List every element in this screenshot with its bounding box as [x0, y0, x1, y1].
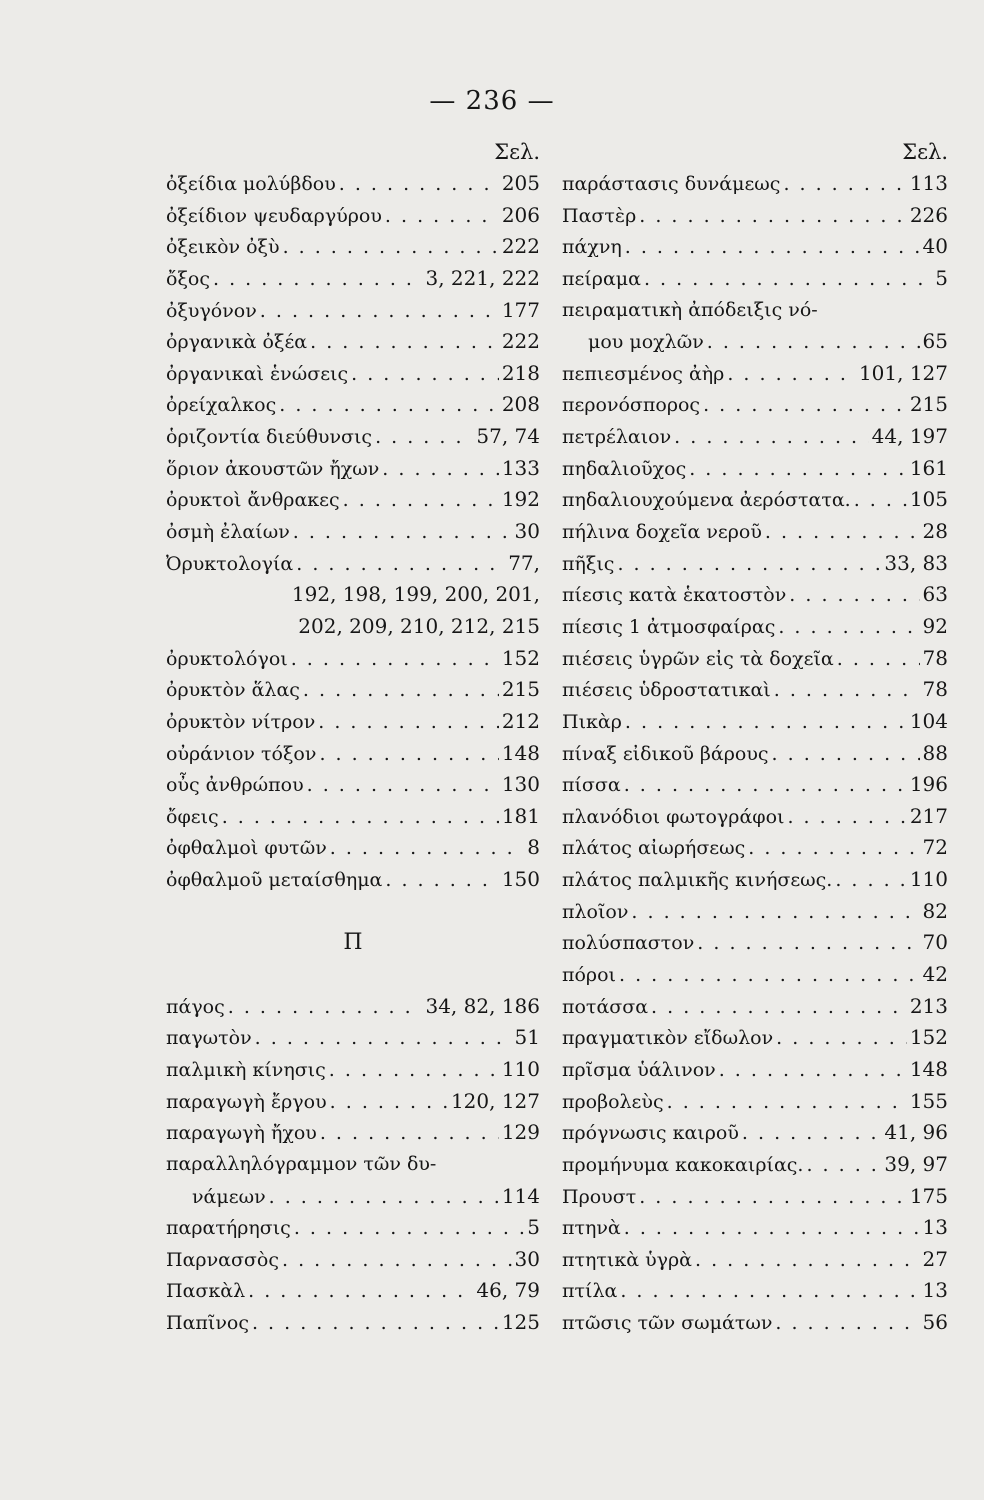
leader-dots: [742, 1118, 881, 1150]
entry-pages: 152: [909, 1025, 948, 1050]
index-entry: [166, 548, 540, 580]
index-entry: [562, 1212, 948, 1244]
entry-pages: 72: [922, 835, 948, 860]
index-entry: [166, 516, 540, 548]
entry-pages: 161: [909, 455, 948, 480]
leader-dots: [303, 675, 499, 707]
entry-pages: 114: [501, 1183, 540, 1208]
entry-term: ποτάσσα: [562, 995, 649, 1018]
index-entry: [166, 168, 540, 200]
index-entry: [562, 959, 948, 991]
leader-dots: [310, 327, 499, 359]
leader-dots: [339, 169, 499, 201]
index-entry: [562, 1117, 948, 1149]
leader-dots: [835, 865, 906, 897]
leader-dots: [667, 1087, 907, 1119]
entry-pages: 44, 197: [871, 424, 948, 449]
index-entry: [562, 769, 948, 801]
entry-term: πιέσεις ὑγρῶν εἰς τὰ δοχεῖα: [562, 647, 834, 670]
entry-term: πίναξ εἰδικοῦ βάρους: [562, 742, 769, 765]
leader-dots: [619, 960, 920, 992]
leader-dots: [783, 169, 906, 201]
index-entry: [562, 231, 948, 263]
index-entry: [562, 611, 948, 643]
entry-term: ὀργανικὰ ὀξέα: [166, 331, 308, 354]
entry-term: Παπῖνος: [166, 1312, 249, 1335]
index-entry: [562, 326, 948, 358]
index-entry: [562, 1244, 948, 1276]
entry-term: πείραμα: [562, 267, 641, 290]
index-entry: [562, 864, 948, 896]
leader-dots: [625, 232, 920, 264]
entry-term: πήλινα δοχεῖα νεροῦ: [562, 521, 762, 544]
leader-dots: [283, 232, 499, 264]
entry-pages: 175: [909, 1183, 948, 1208]
entry-pages: 39, 97: [884, 1151, 948, 1176]
leader-dots: [260, 296, 499, 328]
entry-pages: 57, 74: [476, 424, 540, 449]
entry-pages: 30: [514, 1246, 540, 1271]
leader-dots: [624, 770, 907, 802]
leader-dots: [330, 833, 525, 865]
entry-pages: 105: [909, 487, 948, 512]
entry-pages: 46, 79: [476, 1278, 540, 1303]
entry-pages: 192: [501, 487, 540, 512]
entry-pages: 129: [501, 1120, 540, 1145]
index-entry: [562, 1086, 948, 1118]
entry-pages: 208: [501, 392, 540, 417]
leader-dots: [703, 390, 907, 422]
index-entry: [166, 421, 540, 453]
entry-term: παράστασις δυνάμεως: [562, 173, 781, 195]
entry-term: μου μοχλῶν: [588, 331, 704, 354]
entry-pages: 104: [909, 708, 948, 733]
entry-pages: 215: [909, 392, 948, 417]
index-entry: [166, 200, 540, 232]
entry-pages: 101, 127: [858, 360, 948, 385]
leader-dots: [689, 454, 907, 486]
index-entry: [562, 295, 948, 327]
index-entry: [166, 263, 540, 295]
leader-dots: [213, 264, 423, 296]
leader-dots: [624, 1213, 920, 1245]
index-entry: [562, 1181, 948, 1213]
entry-term: περονόσπορος: [562, 394, 701, 417]
section-letter: [166, 927, 540, 959]
entry-pages: 213: [909, 993, 948, 1018]
leader-dots: [222, 802, 499, 834]
left-column: [166, 136, 540, 1339]
entry-term: πῆξις: [562, 552, 615, 575]
entry-pages: 41, 96: [884, 1120, 948, 1145]
index-entry: [562, 1275, 948, 1307]
index-entry: [562, 579, 948, 611]
index-entry: [562, 548, 948, 580]
leader-dots: [385, 865, 498, 897]
entry-pages: 40: [922, 234, 948, 259]
entry-term: ὀρυκτὸν νίτρον: [166, 710, 316, 733]
entry-term: Πασκὰλ: [166, 1280, 246, 1303]
leader-dots: [776, 1023, 907, 1055]
leader-dots: [727, 359, 856, 391]
entry-term: παγωτὸν: [166, 1027, 252, 1050]
entry-pages: 110: [909, 867, 948, 892]
spacer: [166, 959, 540, 991]
entry-pages: 152: [501, 645, 540, 670]
index-entry: [562, 832, 948, 864]
entry-term: ὀξυγόνον: [166, 299, 257, 322]
entry-pages: 78: [922, 645, 948, 670]
entry-pages: 65: [922, 329, 948, 354]
leader-dots: [695, 1245, 920, 1277]
right-column-header: Σελ.: [902, 140, 948, 164]
entry-pages: 13: [922, 1278, 948, 1303]
entry-pages: 110: [501, 1056, 540, 1081]
entry-pages: 56: [922, 1310, 948, 1335]
entry-pages: 42: [922, 962, 948, 987]
entry-term: ὄξος: [166, 267, 210, 290]
index-entry: [562, 643, 948, 675]
entry-pages: 33, 83: [884, 550, 948, 575]
entry-pages: 226: [909, 202, 948, 227]
entry-pages: 30: [514, 519, 540, 544]
index-entry: [166, 769, 540, 801]
entry-pages: 181: [501, 803, 540, 828]
entry-term: ὀρείχαλκος: [166, 394, 277, 417]
index-entry: [166, 231, 540, 263]
leader-dots: [385, 201, 499, 233]
index-entry: [562, 1022, 948, 1054]
entry-pages: 155: [909, 1088, 948, 1113]
entry-term: πάγος: [166, 995, 225, 1018]
entry-pages: 222: [501, 329, 540, 354]
entry-term: ὀξεικὸν ὀξὺ: [166, 236, 280, 259]
entry-term: ὀργανικαὶ ἑνώσεις: [166, 362, 349, 385]
index-entry: [166, 1054, 540, 1086]
leader-dots: [774, 675, 920, 707]
index-entry: [562, 263, 948, 295]
index-entry: [562, 706, 948, 738]
entry-term: ὄφεις: [166, 805, 219, 828]
entry-pages: 8: [527, 835, 540, 860]
entry-pages: 148: [909, 1056, 948, 1081]
entry-pages: 206: [501, 202, 540, 227]
leader-dots: [778, 612, 919, 644]
entry-pages: 63: [922, 582, 948, 607]
entry-pages: 217: [909, 803, 948, 828]
leader-dots: [307, 770, 499, 802]
entry-term: νάμεων: [192, 1185, 266, 1208]
index-entry: [562, 484, 948, 516]
leader-dots: [294, 1213, 524, 1245]
leader-dots: [320, 1118, 499, 1150]
entry-pages: 113: [909, 171, 948, 195]
entry-term: Πικὰρ: [562, 710, 622, 733]
leader-dots: [631, 897, 919, 929]
index-entry: [166, 484, 540, 516]
leader-dots: [789, 580, 919, 612]
index-entry: [166, 579, 540, 611]
leader-dots: [765, 517, 920, 549]
index-entry: [166, 674, 540, 706]
leader-dots: [248, 1276, 473, 1308]
entry-term: πάχνη: [562, 236, 622, 259]
entry-pages: 148: [501, 740, 540, 765]
leader-dots: [282, 1245, 512, 1277]
entry-term: Προυστ: [562, 1185, 637, 1208]
entry-term: πλοῖον: [562, 900, 629, 923]
leader-dots: [806, 1150, 881, 1182]
entry-pages: 130: [501, 772, 540, 797]
index-entry: [562, 453, 948, 485]
entry-pages: 196: [909, 772, 948, 797]
index-entry: [166, 1022, 540, 1054]
section-letter-text: Π: [343, 930, 363, 956]
leader-dots: [639, 1182, 907, 1214]
entry-pages: 212: [501, 708, 540, 733]
entry-pages: 202, 209, 210, 212, 215: [298, 613, 540, 638]
entry-pages: 88: [922, 740, 948, 765]
index-entry: [562, 801, 948, 833]
leader-dots: [772, 739, 920, 771]
entry-pages: 92: [922, 613, 948, 638]
index-entry: [166, 706, 540, 738]
entry-term: ὁριζοντία διεύθυνσις: [166, 426, 373, 449]
index-entry: [166, 801, 540, 833]
entry-term: πρῖσμα ὑάλινον: [562, 1058, 716, 1081]
entry-term: πτηνὰ: [562, 1217, 621, 1240]
entry-term: προβολεὺς: [562, 1090, 664, 1113]
entry-term: πιέσεις ὑδροστατικαὶ: [562, 679, 771, 702]
index-entry: [562, 674, 948, 706]
entry-term: πειραματικὴ ἀπόδειξις νό-: [562, 298, 818, 321]
index-entry: [166, 1244, 540, 1276]
entry-pages: 150: [501, 867, 540, 892]
entry-pages: 3, 221, 222: [425, 265, 540, 290]
index-entry: [166, 832, 540, 864]
entry-term: ὀφθαλμοῦ μεταίσθημα: [166, 869, 383, 892]
entry-term: ὅριον ἀκουστῶν ἤχων: [166, 457, 380, 480]
entry-pages: 120, 127: [450, 1088, 540, 1113]
index-entry: [166, 1181, 540, 1213]
index-entry: [166, 358, 540, 390]
entry-term: πίεσις κατὰ ἑκατοστὸν: [562, 584, 787, 607]
index-entry: [166, 1117, 540, 1149]
leader-dots: [329, 1055, 499, 1087]
index-entry: [562, 738, 948, 770]
entry-term: Ὀρυκτολογία: [166, 552, 294, 575]
leader-dots: [296, 549, 505, 581]
entry-term: παρατήρησις: [166, 1217, 291, 1240]
index-entry: [562, 358, 948, 390]
entry-term: παλμικὴ κίνησις: [166, 1058, 326, 1081]
index-entry: [562, 389, 948, 421]
leader-dots: [330, 1087, 448, 1119]
leader-dots: [625, 707, 907, 739]
index-entry: [562, 896, 948, 928]
leader-dots: [651, 992, 907, 1024]
page-number: — 236 —: [429, 86, 555, 116]
entry-pages: 70: [922, 930, 948, 955]
entry-term: πηδαλιουχούμενα ἀερόστατα.: [562, 489, 851, 512]
entry-pages: 192, 198, 199, 200, 201,: [291, 582, 540, 607]
entry-pages: 82: [922, 898, 948, 923]
leader-dots: [293, 517, 512, 549]
index-entry: [562, 516, 948, 548]
entry-pages: 77,: [508, 550, 540, 575]
index-entry: [166, 1149, 540, 1181]
index-entry: [562, 1149, 948, 1181]
index-entry: [166, 389, 540, 421]
leader-dots: [748, 833, 919, 865]
entry-term: πλάτος αἰωρήσεως: [562, 837, 746, 860]
entry-pages: 13: [922, 1215, 948, 1240]
index-entry: [166, 643, 540, 675]
index-entry: [562, 1307, 948, 1339]
entry-pages: 27: [922, 1246, 948, 1271]
leader-dots: [279, 390, 499, 422]
leader-dots: [343, 485, 499, 517]
entry-term: παραγωγὴ ἔργου: [166, 1090, 327, 1113]
index-entry: [166, 453, 540, 485]
entry-pages: 205: [501, 171, 540, 195]
leader-dots: [269, 1182, 499, 1214]
entry-term: προμήνυμα κακοκαιρίας.: [562, 1153, 804, 1176]
entry-term: πλάτος παλμικῆς κινήσεως.: [562, 869, 833, 892]
index-entry: [166, 991, 540, 1023]
right-column: [562, 136, 948, 1339]
entry-term: Παρνασσὸς: [166, 1248, 279, 1271]
left-column-header: Σελ.: [494, 140, 540, 164]
entry-pages: 215: [501, 677, 540, 702]
leader-dots: [375, 422, 473, 454]
index-entry: [562, 168, 948, 200]
leader-dots: [854, 485, 907, 517]
entry-term: ὀσμὴ ἐλαίων: [166, 521, 290, 544]
entry-term: ὀφθαλμοὶ φυτῶν: [166, 837, 327, 860]
leader-dots: [644, 264, 932, 296]
leader-dots: [620, 1276, 919, 1308]
leader-dots: [707, 327, 920, 359]
entry-term: Παστὲρ: [562, 204, 637, 227]
entry-term: οὐράνιον τόξον: [166, 742, 317, 765]
index-entry: [562, 421, 948, 453]
entry-pages: 125: [501, 1310, 540, 1335]
leader-dots: [697, 928, 919, 960]
entry-term: πρόγνωσις καιροῦ: [562, 1122, 739, 1145]
index-entry: [166, 326, 540, 358]
entry-pages: 34, 82, 186: [425, 993, 540, 1018]
entry-pages: 28: [922, 519, 948, 544]
index-entry: [166, 611, 540, 643]
entry-term: οὖς ἀνθρώπου: [166, 774, 304, 797]
index-entry: [562, 927, 948, 959]
index-entry: [562, 991, 948, 1023]
leader-dots: [617, 549, 881, 581]
entry-term: ὀρυκτὸν ἅλας: [166, 679, 300, 702]
index-entry: [166, 864, 540, 896]
entry-term: πλανόδιοι φωτογράφοι: [562, 805, 785, 828]
entry-pages: 78: [922, 677, 948, 702]
entry-term: πίεσις 1 ἀτμοσφαίρας: [562, 615, 776, 638]
spacer: [166, 896, 540, 928]
index-entry: [562, 200, 948, 232]
leader-dots: [228, 992, 423, 1024]
entry-term: πτῶσις τῶν σωμάτων: [562, 1312, 773, 1335]
entry-term: πίσσα: [562, 774, 621, 797]
entry-pages: 177: [501, 297, 540, 322]
leader-dots: [787, 802, 906, 834]
entry-pages: 133: [501, 455, 540, 480]
leader-dots: [319, 739, 498, 771]
leader-dots: [318, 707, 499, 739]
leader-dots: [719, 1055, 907, 1087]
leader-dots: [674, 422, 868, 454]
entry-term: ὀξείδιον ψευδαργύρου: [166, 204, 382, 227]
entry-pages: 222: [501, 234, 540, 259]
index-entry: [166, 738, 540, 770]
index-entry: [166, 1275, 540, 1307]
leader-dots: [837, 644, 920, 676]
entry-term: πηδαλιοῦχος: [562, 457, 687, 480]
index-entry: [166, 1212, 540, 1244]
entry-term: ὀρυκτοὶ ἄνθρακες: [166, 489, 340, 512]
leader-dots: [291, 644, 499, 676]
leader-dots: [775, 1308, 919, 1340]
entry-term: πεπιεσμένος ἀὴρ: [562, 362, 725, 385]
entry-pages: 51: [514, 1025, 540, 1050]
index-entry: [166, 295, 540, 327]
entry-term: πτίλα: [562, 1280, 618, 1303]
entry-term: παραλληλόγραμμον τῶν δυ-: [166, 1152, 437, 1175]
index-entry: [562, 1054, 948, 1086]
entry-term: ὀξείδια μολύβδου: [166, 173, 336, 195]
entry-term: πολύσπαστον: [562, 932, 695, 955]
leader-dots: [252, 1308, 499, 1340]
entry-pages: 5: [527, 1215, 540, 1240]
leader-dots: [639, 201, 907, 233]
entry-term: ὀρυκτολόγοι: [166, 647, 288, 670]
entry-term: πτητικὰ ὑγρὰ: [562, 1248, 692, 1271]
entry-pages: 218: [501, 360, 540, 385]
index-entry: [166, 1086, 540, 1118]
entry-pages: 5: [935, 265, 948, 290]
leader-dots: [382, 454, 499, 486]
leader-dots: [255, 1023, 512, 1055]
entry-term: παραγωγὴ ἤχου: [166, 1122, 317, 1145]
leader-dots: [351, 359, 499, 391]
entry-term: πραγματικὸν εἴδωλον: [562, 1027, 774, 1050]
index-entry: [166, 1307, 540, 1339]
entry-term: πόροι: [562, 964, 616, 987]
entry-term: πετρέλαιον: [562, 426, 672, 449]
